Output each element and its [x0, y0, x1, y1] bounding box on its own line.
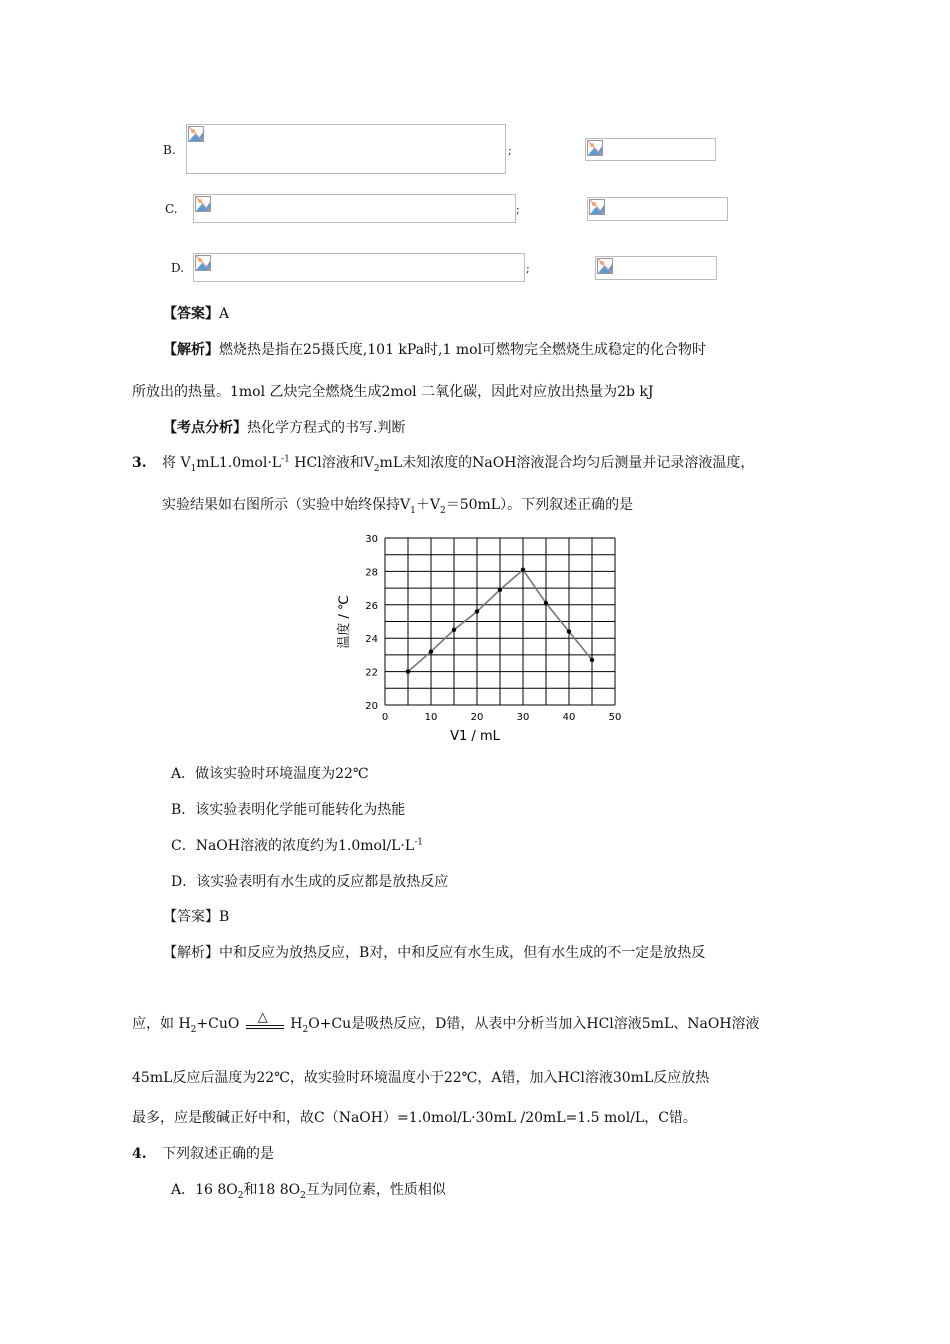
q2-kaodian-text: 热化学方程式的书写.判断	[247, 420, 406, 436]
q2-answer-label: 【答案】	[163, 306, 219, 322]
q4-sub-1: 2	[237, 1190, 244, 1201]
option-c-label: C.	[165, 202, 178, 216]
q3-stem-d: mL未知浓度的NaOH溶液混合均匀后测量并记录溶液温度，	[379, 455, 755, 471]
q4-option-a-2: 和18 8O	[243, 1182, 301, 1198]
q3-option-c	[171, 837, 423, 855]
option-b-label: B.	[163, 143, 176, 157]
q3-sub-2: 2	[373, 463, 380, 474]
q3-stem-line2	[162, 496, 633, 514]
q3-stem-line2-b: ＋V	[415, 497, 440, 513]
option-d-image-1	[193, 253, 525, 282]
q3-analysis-2c: H	[290, 1016, 303, 1032]
q4-option-a	[171, 1181, 446, 1199]
y-tick-label: 28	[365, 567, 378, 579]
q4-option-a-1: A．16 8O	[171, 1182, 238, 1198]
temperature-chart	[330, 528, 630, 748]
q3-option-c-text: C．NaOH溶液的浓度约为1.0mol/L·L	[171, 838, 415, 854]
broken-image-icon	[597, 258, 613, 274]
q3-number: 3.	[132, 455, 147, 471]
data-point	[521, 568, 525, 572]
q3-option-b: B．该实验表明化学能可能转化为热能	[171, 802, 406, 818]
x-tick-label: 20	[470, 712, 484, 723]
x-tick-label: 50	[608, 712, 622, 723]
option-d-image-2	[595, 256, 717, 280]
option-b-image-2	[585, 138, 716, 161]
chart-axes	[365, 534, 621, 723]
q3-option-c-sup: -1	[414, 837, 423, 848]
broken-image-icon	[587, 140, 603, 156]
option-b-separator: ;	[508, 144, 512, 157]
y-tick-label: 26	[365, 600, 378, 612]
data-point	[567, 629, 571, 633]
q3-sub-1: 1	[190, 463, 197, 474]
q2-answer-value: A	[219, 306, 230, 322]
data-point	[429, 649, 433, 653]
q3-analysis-label: 【解析】	[163, 945, 219, 961]
y-tick-label: 30	[365, 534, 378, 545]
broken-image-icon	[195, 255, 211, 271]
y-tick-label: 22	[365, 667, 378, 679]
q3-analysis-line4: 最多，应是酸碱正好中和，故C（NaOH）=1.0mol/L·30mL /20mL=1.5 mol/L，C错。	[132, 1110, 697, 1126]
q4-option-a-3: 互为同位素，性质相似	[305, 1182, 446, 1198]
option-d-separator: ;	[526, 262, 530, 275]
broken-image-icon	[195, 196, 211, 212]
data-point	[406, 669, 410, 673]
q3-answer	[163, 908, 229, 926]
q2-analysis-line2: 所放出的热量。1mol 乙炔完全燃烧生成2mol 二氧化碳，因此对应放出热量为2b kJ	[132, 384, 654, 400]
q3-sub-2b: 2	[439, 505, 446, 516]
q3-analysis-sub-2b: 2	[302, 1024, 309, 1035]
q2-kaodian-label: 【考点分析】	[163, 420, 247, 436]
data-point	[475, 609, 479, 613]
x-tick-label: 40	[562, 712, 576, 723]
x-tick-label: 30	[516, 712, 530, 723]
q4-stem: 下列叙述正确的是	[162, 1146, 274, 1162]
q3-analysis-text-1: 中和反应为放热反应，B对，中和反应有水生成，但有水生成的不一定是放热反	[219, 945, 706, 961]
q3-stem-b: mL1.0mol·L	[196, 455, 282, 471]
q3-analysis-line2	[132, 1010, 760, 1035]
data-point	[544, 601, 548, 605]
x-tick-label: 0	[381, 712, 389, 723]
q3-option-a: A．做该实验时环境温度为22℃	[171, 766, 369, 782]
chart-y-label: 温度 / ℃	[337, 595, 352, 649]
q3-analysis-2d: O+Cu是吸热反应，D错，从表中分析当加入HCl溶液5mL、NaOH溶液	[308, 1016, 760, 1032]
q3-analysis-line1	[163, 944, 705, 962]
option-c-image-2	[587, 197, 728, 221]
q3-sup: -1	[281, 454, 290, 465]
option-d-label: D.	[171, 261, 185, 275]
reaction-arrow	[244, 1010, 286, 1033]
y-tick-label: 24	[365, 634, 378, 646]
q4-number: 4.	[132, 1146, 147, 1162]
q3-answer-label: 【答案】	[163, 909, 219, 925]
q4-sub-2: 2	[300, 1190, 306, 1201]
q3-analysis-2b: +CuO	[196, 1016, 240, 1032]
q2-analysis-line1	[163, 341, 706, 359]
q3-stem-line2-c: ＝50mL）。下列叙述正确的是	[445, 497, 634, 513]
option-c-separator: ;	[516, 203, 520, 216]
q3-sub-1b: 1	[410, 505, 416, 516]
q2-analysis-text-1: 燃烧热是指在25摄氏度,101 kPa时,1 mol可燃物完全燃烧生成稳定的化合物时	[219, 342, 707, 358]
q3-stem-c: HCl溶液和V	[289, 455, 374, 471]
broken-image-icon	[589, 199, 605, 215]
data-point	[498, 588, 502, 592]
q2-analysis-label: 【解析】	[163, 342, 219, 358]
x-tick-label: 10	[424, 712, 438, 723]
option-b-image-1	[186, 124, 506, 174]
q3-stem-line1	[162, 454, 754, 472]
broken-image-icon	[188, 126, 204, 142]
q3-option-d: D．该实验表明有水生成的反应都是放热反应	[171, 874, 449, 890]
y-tick-label: 20	[365, 701, 378, 712]
q3-stem-a: 将 V	[162, 455, 191, 471]
q3-answer-value: B	[219, 909, 230, 925]
q2-kaodian	[163, 419, 405, 437]
chart-x-label: V1 / mL	[450, 729, 500, 744]
data-point	[590, 658, 594, 662]
q3-analysis-2a: 应，如 H	[132, 1016, 191, 1032]
option-c-image-1	[193, 194, 516, 223]
heat-delta-symbol: △	[257, 1010, 268, 1025]
q3-analysis-sub-2: 2	[190, 1024, 197, 1035]
q3-analysis-line3: 45mL反应后温度为22℃，故实验时环境温度小于22℃，A错，加入HCl溶液30mL反应放热	[132, 1070, 710, 1086]
data-point	[452, 628, 456, 632]
q2-answer	[163, 305, 229, 323]
chart-grid	[385, 538, 615, 705]
q3-stem-line2-a: 实验结果如右图所示（实验中始终保持V	[162, 497, 411, 513]
